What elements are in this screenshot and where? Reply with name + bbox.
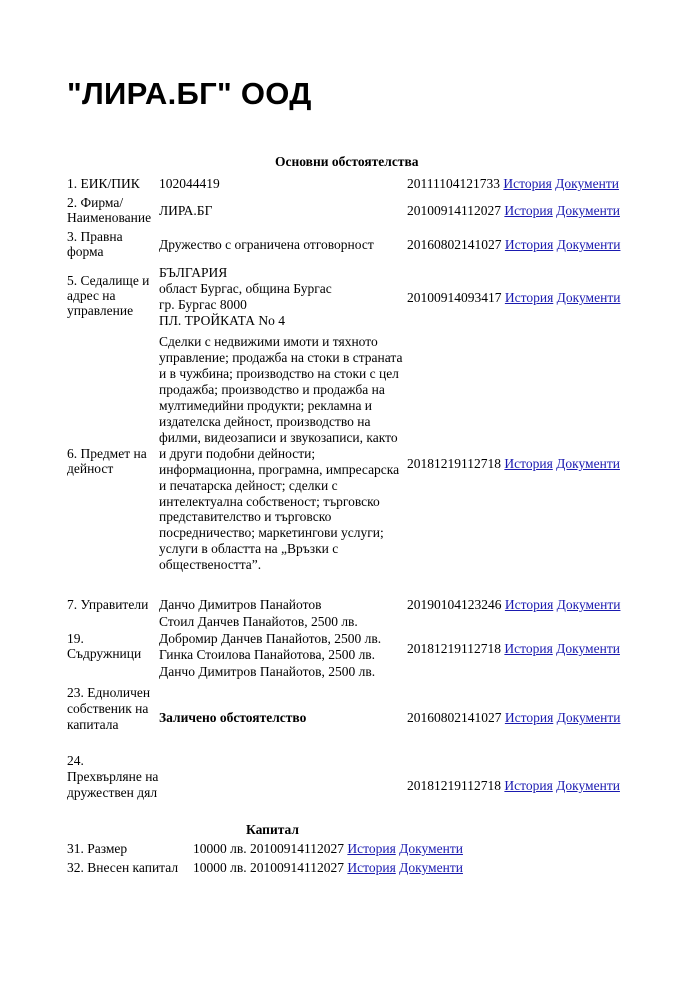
row-value: 102044419: [159, 176, 220, 191]
row-meta: [407, 237, 620, 252]
row-meta: [407, 710, 620, 725]
documents-link[interactable]: Документи: [555, 176, 619, 191]
row-label: 23. Едноличен собственик на капитала: [67, 685, 151, 732]
row-timestamp: 20100914112027: [250, 860, 344, 875]
table-row: [67, 597, 647, 613]
history-link[interactable]: История: [504, 778, 553, 793]
table-row: [67, 841, 647, 857]
row-label: 24. Прехвърляне на дружествен дял: [67, 753, 159, 800]
row-value: 10000 лв.: [193, 860, 247, 875]
history-link[interactable]: История: [504, 597, 554, 612]
history-link[interactable]: История: [504, 290, 554, 305]
partner-line: Добромир Данчев Панайотов, 2500 лв.: [159, 630, 382, 646]
documents-link[interactable]: Документи: [556, 290, 621, 305]
history-link[interactable]: История: [347, 860, 396, 875]
row-meta: [407, 203, 620, 218]
row-meta: [407, 641, 620, 656]
row-timestamp: 20100914093417: [407, 290, 502, 305]
row-value: [159, 265, 399, 329]
documents-link[interactable]: Документи: [556, 237, 621, 252]
table-row: [67, 176, 647, 192]
documents-link[interactable]: Документи: [556, 641, 620, 656]
row-timestamp: 20160802141027: [407, 710, 502, 725]
row-timestamp: 20111104121733: [407, 176, 500, 191]
row-label: 2. Фирма/ Наименование: [67, 195, 152, 225]
documents-link[interactable]: Документи: [556, 778, 620, 793]
row-value: 10000 лв.: [193, 841, 247, 856]
documents-link[interactable]: Документи: [399, 841, 463, 856]
row-timestamp: 20181219112718: [407, 641, 501, 656]
table-row: [67, 685, 647, 749]
row-meta: [407, 290, 620, 305]
address-line: гр. Бургас 8000: [159, 297, 247, 312]
row-timestamp: 20160802141027: [407, 237, 502, 252]
row-meta: [193, 860, 463, 875]
row-label: 6. Предмет на дейност: [67, 446, 147, 476]
row-timestamp: 20100914112027: [407, 203, 501, 218]
table-row: [67, 614, 647, 680]
row-value: Дружество с ограничена отговорност: [159, 237, 374, 252]
table-row: [67, 860, 647, 876]
history-link[interactable]: История: [504, 641, 553, 656]
row-timestamp: 20181219112718: [407, 778, 501, 793]
documents-link[interactable]: Документи: [399, 860, 463, 875]
row-label: 31. Размер: [67, 841, 128, 856]
row-timestamp: 20181219112718: [407, 456, 501, 471]
table-row: [67, 265, 647, 329]
row-label: 1. ЕИК/ПИК: [67, 176, 140, 191]
history-link[interactable]: История: [504, 237, 554, 252]
history-link[interactable]: История: [504, 203, 553, 218]
address-line: БЪЛГАРИЯ: [159, 265, 228, 280]
history-link[interactable]: История: [347, 841, 396, 856]
row-meta: [407, 176, 619, 191]
row-label: 7. Управители: [67, 597, 149, 612]
row-timestamp: 20100914112027: [250, 841, 344, 856]
row-value: Данчо Димитров Панайотов: [159, 597, 322, 612]
section-title-capital: Капитал: [246, 822, 299, 837]
row-label: 5. Седалище и адрес на управление: [67, 273, 150, 318]
row-timestamp: 20190104123246: [407, 597, 502, 612]
partner-line: Стоил Данчев Панайотов, 2500 лв.: [159, 614, 358, 629]
documents-link[interactable]: Документи: [556, 597, 621, 612]
table-row: [67, 229, 647, 261]
address-line: ПЛ. ТРОЙКАТА No 4: [159, 313, 285, 328]
documents-link[interactable]: Документи: [556, 710, 621, 725]
documents-link[interactable]: Документи: [556, 203, 620, 218]
table-row: [67, 334, 647, 594]
row-meta: [407, 456, 620, 471]
partner-line: Гинка Стоилова Панайотова, 2500 лв.: [159, 647, 376, 662]
history-link[interactable]: История: [504, 710, 554, 725]
history-link[interactable]: История: [504, 456, 553, 471]
history-link[interactable]: История: [503, 176, 552, 191]
company-title: "ЛИРА.БГ" ООД: [67, 76, 312, 111]
row-label: 3. Правна форма: [67, 229, 123, 259]
row-value: [159, 614, 399, 680]
row-label: 19. Съдружници: [67, 631, 142, 661]
row-value: Заличено обстоятелство: [159, 710, 307, 725]
row-meta: [193, 841, 463, 856]
address-line: област Бургас, община Бургас: [159, 281, 332, 296]
partner-line: Данчо Димитров Панайотов, 2500 лв.: [159, 663, 376, 679]
table-row: [67, 753, 647, 817]
table-row: [67, 195, 647, 227]
documents-link[interactable]: Документи: [556, 456, 620, 471]
row-meta: [407, 597, 620, 612]
section-title-main: Основни обстоятелства: [275, 154, 419, 169]
row-value: ЛИРА.БГ: [159, 203, 213, 218]
row-label: 32. Внесен капитал: [67, 860, 179, 875]
row-meta: [407, 778, 620, 793]
row-value: Сделки с недвижими имоти и тяхното управление; продажба на стоки в страната и в чужбина; производство на стоки с цел продажба; производство и продажба на мултимедийни продукти; рекламна и издателска дейност, производство на филми, видеозаписи и звукозаписи, както и други подобни дейности; информационна, програмна, импресарска и печатарска дейност; сделки с интелектуална собственост; търговско представителство и търговско посредничество; маркетингови услуги; услуги в областта на „Връзки с обществеността”.: [159, 334, 403, 573]
